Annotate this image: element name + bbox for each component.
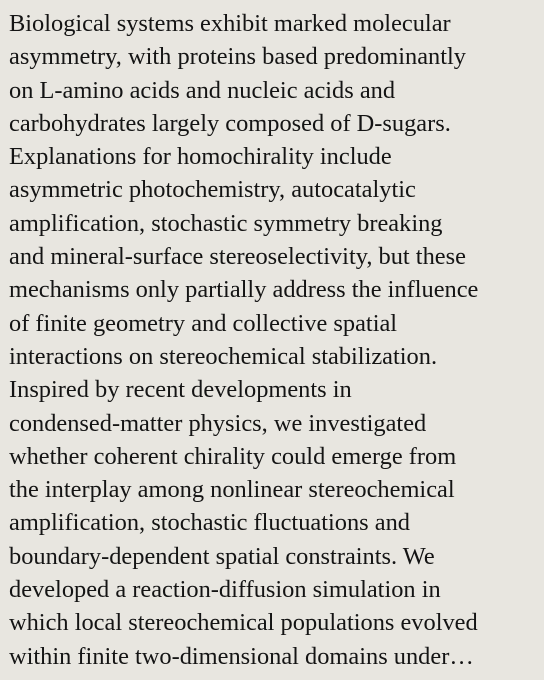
text-line-20: within finite two-dimensional domains under…	[9, 642, 474, 670]
text-line-14: whether coherent chirality could emerge from	[9, 442, 457, 470]
text-line-3: on L-amino acids and nucleic acids and	[9, 76, 396, 104]
text-line-13: condensed-matter physics, we investigated	[9, 409, 427, 437]
text-line-8: and mineral-surface stereoselectivity, but these	[9, 243, 466, 271]
text-line-10: of finite geometry and collective spatial	[9, 309, 398, 337]
text-line-15: the interplay among nonlinear stereochemical	[9, 476, 455, 504]
text-line-17: boundary-dependent spatial constraints. We	[9, 542, 435, 570]
text-line-11: interactions on stereochemical stabilization.	[9, 342, 438, 370]
text-line-1: Biological systems exhibit marked molecular	[9, 10, 451, 37]
text-line-6: asymmetric photochemistry, autocatalytic	[9, 176, 416, 204]
text-line-12: Inspired by recent developments in	[9, 376, 352, 404]
text-line-19: which local stereochemical populations evolved	[9, 609, 478, 637]
text-line-5: Explanations for homochirality include	[9, 143, 392, 171]
text-line-9: mechanisms only partially address the influence	[9, 276, 479, 304]
document-body	[9, 7, 539, 673]
text-line-4: carbohydrates largely composed of D-sugars.	[9, 109, 451, 137]
text-line-18: developed a reaction-diffusion simulation in	[9, 576, 441, 604]
text-line-2: asymmetry, with proteins based predominantly	[9, 43, 467, 71]
text-line-7: amplification, stochastic symmetry breaking	[9, 209, 443, 237]
text-line-16: amplification, stochastic fluctuations and	[9, 509, 410, 537]
